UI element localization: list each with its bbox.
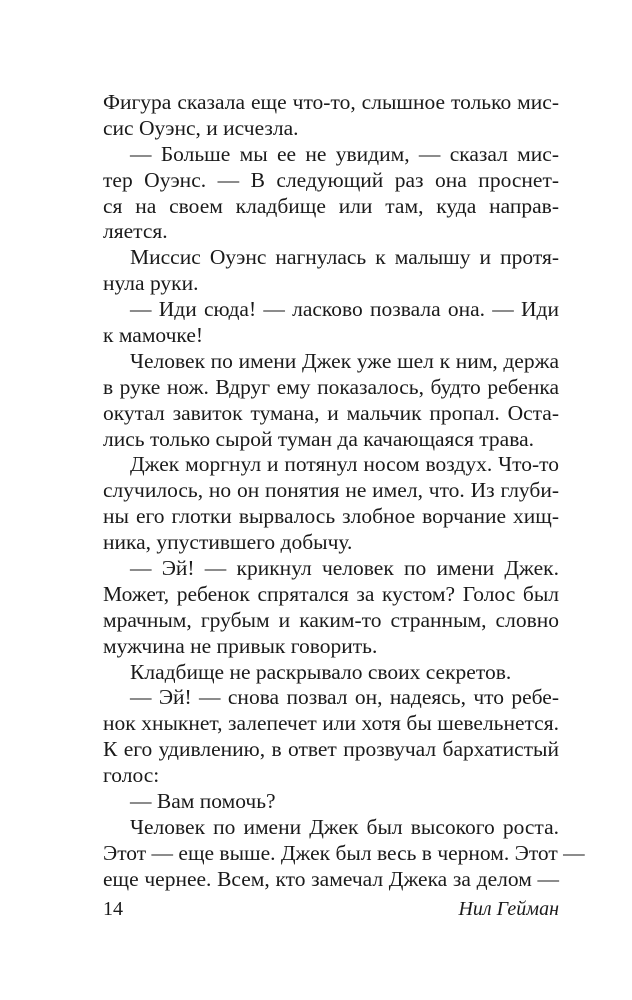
text-line: К его удивлению, в ответ прозвучал бархатистый (103, 737, 559, 762)
text-line: — Больше мы ее не увидим, — сказал мис- (130, 141, 559, 166)
text-line: — Эй! — крикнул человек по имени Джек. (130, 556, 559, 581)
text-line: ся на своем кладбище или там, куда направ- (103, 193, 559, 218)
text-line: случилось, но он понятия не имел, что. Из глуби- (103, 478, 559, 503)
text-line: Кладбище не раскрывало своих секретов. (130, 659, 512, 684)
text-line: — Вам помочь? (130, 789, 276, 814)
body-text (103, 90, 585, 893)
text-line: нок хныкнет, залепечет или хотя бы шевельнется. (103, 711, 559, 736)
text-line: еще чернее. Всем, кто замечал Джека за делом — (103, 866, 559, 891)
page-footer (103, 896, 559, 922)
text-line: Человек по имени Джек уже шел к ним, держа (130, 348, 559, 373)
text-line: тер Оуэнс. — В следующий раз она проснет- (103, 167, 559, 192)
text-line: Миссис Оуэнс нагнулась к малышу и протя- (130, 245, 559, 270)
text-line: сис Оуэнс, и исчезла. (103, 115, 299, 140)
text-line: — Иди сюда! — ласково позвала она. — Иди (130, 297, 559, 322)
text-line: к мамочке! (103, 323, 204, 348)
text-line: окутал завиток тумана, и мальчик пропал. Оста- (103, 400, 559, 425)
text-line: — Эй! — снова позвал он, надеясь, что ребе- (130, 685, 559, 710)
text-line: нула руки. (103, 271, 199, 296)
text-line: в руке нож. Вдруг ему показалось, будто ребенка (103, 374, 559, 399)
text-line: лись только сырой туман да качающаяся трава. (103, 426, 534, 451)
text-line: Джек моргнул и потянул носом воздух. Что-то (130, 452, 559, 477)
text-line: мрачным, грубым и каким-то странным, словно (103, 607, 559, 632)
page-number: 14 (103, 898, 123, 920)
text-line: Этот — еще выше. Джек был весь в черном. Этот — (103, 840, 585, 865)
text-line: Может, ребенок спрятался за кустом? Голос был (103, 581, 559, 606)
text-line: ника, упустившего добычу. (103, 530, 353, 555)
text-line: Человек по имени Джек был высокого роста. (130, 814, 559, 839)
running-footer-author: Нил Гейман (458, 898, 559, 920)
text-line: Фигура сказала еще что-то, слышное только мис- (103, 90, 559, 114)
text-line: голос: (103, 763, 160, 788)
text-line: ны его глотки вырвалось злобное ворчание хищ- (103, 504, 559, 529)
text-line: мужчина не привык говорить. (103, 633, 378, 658)
text-line: ляется. (103, 219, 168, 244)
